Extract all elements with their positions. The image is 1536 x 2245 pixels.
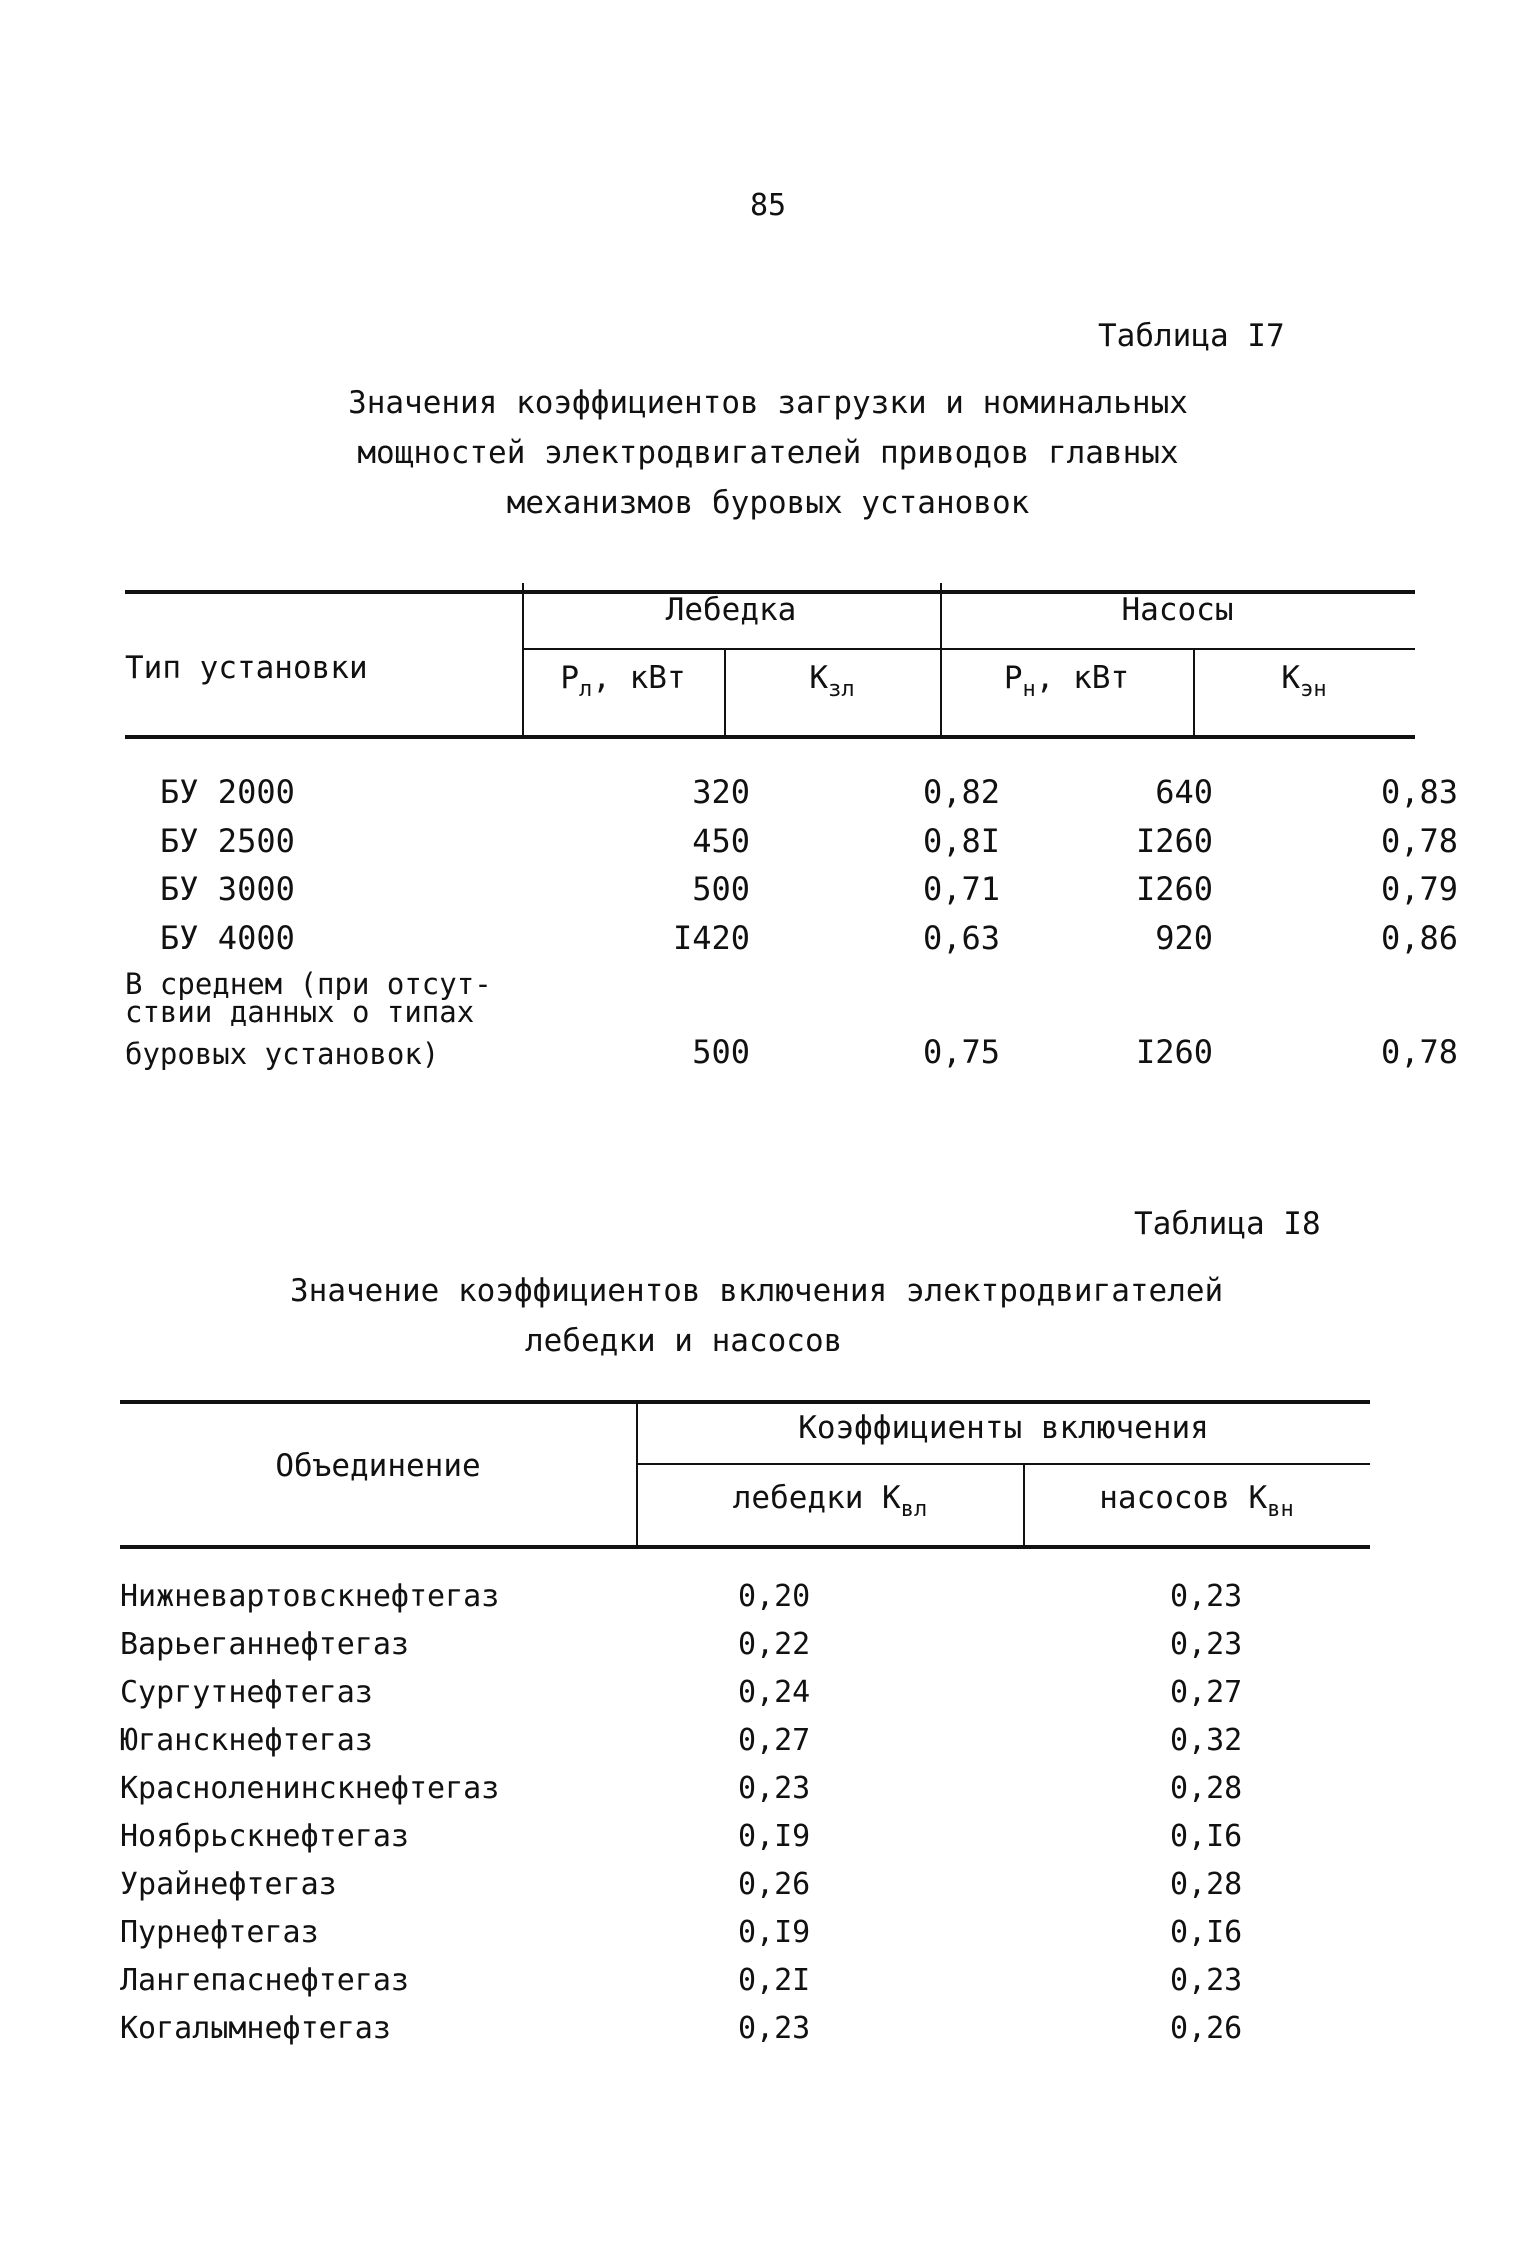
table-row (120, 1668, 1370, 1716)
association-cell: Лангепаснефтегаз (120, 1962, 409, 1998)
table17-header-k-zl (724, 660, 940, 702)
p-l-subscript: л (579, 677, 593, 702)
association-cell: Сургутнефтегаз (120, 1674, 373, 1710)
p-n-cell: I260 (1135, 821, 1213, 860)
p-l-unit: , кВт (592, 660, 686, 696)
p-l-cell: 320 (692, 773, 750, 812)
association-cell: Варьеганнефтегаз (120, 1626, 409, 1662)
p-l-cell: 500 (692, 870, 750, 909)
p-l-symbol: Р (560, 660, 580, 696)
association-cell: Красноленинскнефтегаз (120, 1770, 500, 1806)
association-cell: Пурнефтегаз (120, 1914, 319, 1950)
table18-header-mid-rule (637, 1463, 1370, 1465)
k-vn-cell: 0,23 (1170, 1626, 1243, 1662)
table18-label: Таблица I8 (1134, 1206, 1321, 1242)
table18-top-rule (120, 1400, 1370, 1404)
k-vn-cell: 0,I6 (1170, 1818, 1243, 1854)
k-en-cell: 0,86 (1380, 918, 1458, 957)
table17-header-pumps: Насосы (1121, 592, 1234, 628)
k-vl-cell: 0,26 (738, 1866, 811, 1902)
association-cell: Ноябрьскнефтегаз (120, 1818, 409, 1854)
k-zl-cell: 0,8I (922, 821, 1000, 860)
p-n-cell: 640 (1155, 773, 1213, 812)
k-vl-cell: 0,I9 (738, 1914, 811, 1950)
average-k-zl: 0,75 (922, 1033, 1000, 1072)
table-row (125, 914, 1458, 963)
k-vl-cell: 0,2I (738, 1962, 811, 1998)
table17-header-p-n (940, 660, 1193, 702)
table-row (120, 1956, 1370, 2004)
k-vn-cell: 0,28 (1170, 1770, 1243, 1806)
type-cell: БУ 2000 (160, 773, 295, 812)
association-cell: Нижневартовскнефтегаз (120, 1578, 500, 1614)
table18-title-line-2: лебедки и насосов (525, 1323, 843, 1359)
winch-subscript: вл (900, 1497, 928, 1522)
k-vl-cell: 0,23 (738, 2010, 811, 2046)
average-p-l: 500 (692, 1033, 750, 1072)
k-vn-cell: 0,23 (1170, 1578, 1243, 1614)
table-row (125, 865, 1458, 914)
table17-title-line-1: Значения коэффициентов загрузки и номинальных (348, 385, 1188, 421)
k-vn-cell: 0,28 (1170, 1866, 1243, 1902)
k-en-cell: 0,83 (1380, 773, 1458, 812)
table-row (120, 1716, 1370, 1764)
p-n-cell: 920 (1155, 918, 1213, 957)
p-n-unit: , кВт (1035, 660, 1130, 696)
table17-header-mid-rule (522, 648, 1415, 650)
k-zl-symbol: К (809, 660, 829, 696)
type-cell: БУ 4000 (160, 918, 295, 957)
k-en-cell: 0,79 (1380, 870, 1458, 909)
k-en-symbol: К (1281, 660, 1301, 696)
k-vl-cell: 0,27 (738, 1722, 811, 1758)
winch-symbol: лебедки К (732, 1480, 901, 1516)
p-n-cell: I260 (1135, 870, 1213, 909)
k-en-subscript: эн (1300, 677, 1327, 702)
table17-title-line-3: механизмов буровых установок (506, 485, 1030, 521)
average-label-line-1: В среднем (при отсут- (125, 967, 492, 1001)
table17-average-row (125, 1028, 1458, 1077)
k-en-cell: 0,78 (1380, 821, 1458, 860)
table-row (120, 1620, 1370, 1668)
table-row (120, 1812, 1370, 1860)
p-l-cell: I420 (672, 918, 750, 957)
table18-title-line-1: Значение коэффициентов включения электродвигателей (290, 1273, 1224, 1309)
table17-header-winch: Лебедка (665, 592, 797, 628)
k-vn-cell: 0,I6 (1170, 1914, 1243, 1950)
k-vn-cell: 0,23 (1170, 1962, 1243, 1998)
k-vl-cell: 0,I9 (738, 1818, 811, 1854)
p-n-symbol: Р (1003, 660, 1023, 696)
table18-header-pumps (1023, 1480, 1370, 1522)
k-zl-cell: 0,71 (922, 870, 1000, 909)
table18-title (0, 1266, 1536, 1366)
p-l-cell: 450 (692, 821, 750, 860)
table17-label: Таблица I7 (1098, 318, 1285, 354)
average-k-en: 0,78 (1380, 1033, 1458, 1072)
association-cell: Урайнефтегаз (120, 1866, 337, 1902)
table-row (125, 1028, 1458, 1077)
k-vl-cell: 0,20 (738, 1578, 811, 1614)
type-cell: БУ 2500 (160, 821, 295, 860)
k-zl-cell: 0,82 (922, 773, 1000, 812)
type-cell: БУ 3000 (160, 870, 295, 909)
p-n-subscript: н (1022, 677, 1036, 702)
table-row (120, 1764, 1370, 1812)
k-vl-cell: 0,23 (738, 1770, 811, 1806)
table17-title (0, 378, 1536, 528)
table18-header-association: Объединение (275, 1448, 481, 1484)
k-vn-cell: 0,32 (1170, 1722, 1243, 1758)
table-row (120, 1908, 1370, 1956)
pumps-subscript: вн (1267, 1497, 1294, 1522)
association-cell: Когалымнефтегаз (120, 2010, 391, 2046)
table-row (125, 817, 1458, 866)
association-cell: Юганскнефтегаз (120, 1722, 373, 1758)
table18-body (120, 1572, 1370, 2052)
table-row (120, 1860, 1370, 1908)
table17-body (125, 768, 1458, 962)
table17-header-type: Тип установки (125, 650, 368, 686)
average-p-n: I260 (1135, 1033, 1213, 1072)
table-row (120, 1572, 1370, 1620)
k-vn-cell: 0,26 (1170, 2010, 1243, 2046)
k-zl-subscript: зл (828, 677, 855, 702)
table18-header-winch (637, 1480, 1023, 1522)
k-vl-cell: 0,24 (738, 1674, 811, 1710)
table17-header-p-l (522, 660, 724, 702)
table-row (120, 2004, 1370, 2052)
k-zl-cell: 0,63 (922, 918, 1000, 957)
table18-header-group: Коэффициенты включения (798, 1410, 1209, 1446)
table-row (125, 768, 1458, 817)
table17-header-bottom-rule (125, 735, 1415, 739)
average-label-line-2: ствии данных о типах (125, 995, 475, 1029)
k-vl-cell: 0,22 (738, 1626, 811, 1662)
table17-title-line-2: мощностей электродвигателей приводов главных (357, 435, 1179, 471)
table18-header-bottom-rule (120, 1545, 1370, 1549)
average-label-line-3: буровых установок) (125, 1037, 440, 1071)
pumps-symbol: насосов К (1099, 1480, 1268, 1516)
page-number: 85 (749, 188, 787, 223)
table17-header-k-en (1193, 660, 1415, 702)
k-vn-cell: 0,27 (1170, 1674, 1243, 1710)
